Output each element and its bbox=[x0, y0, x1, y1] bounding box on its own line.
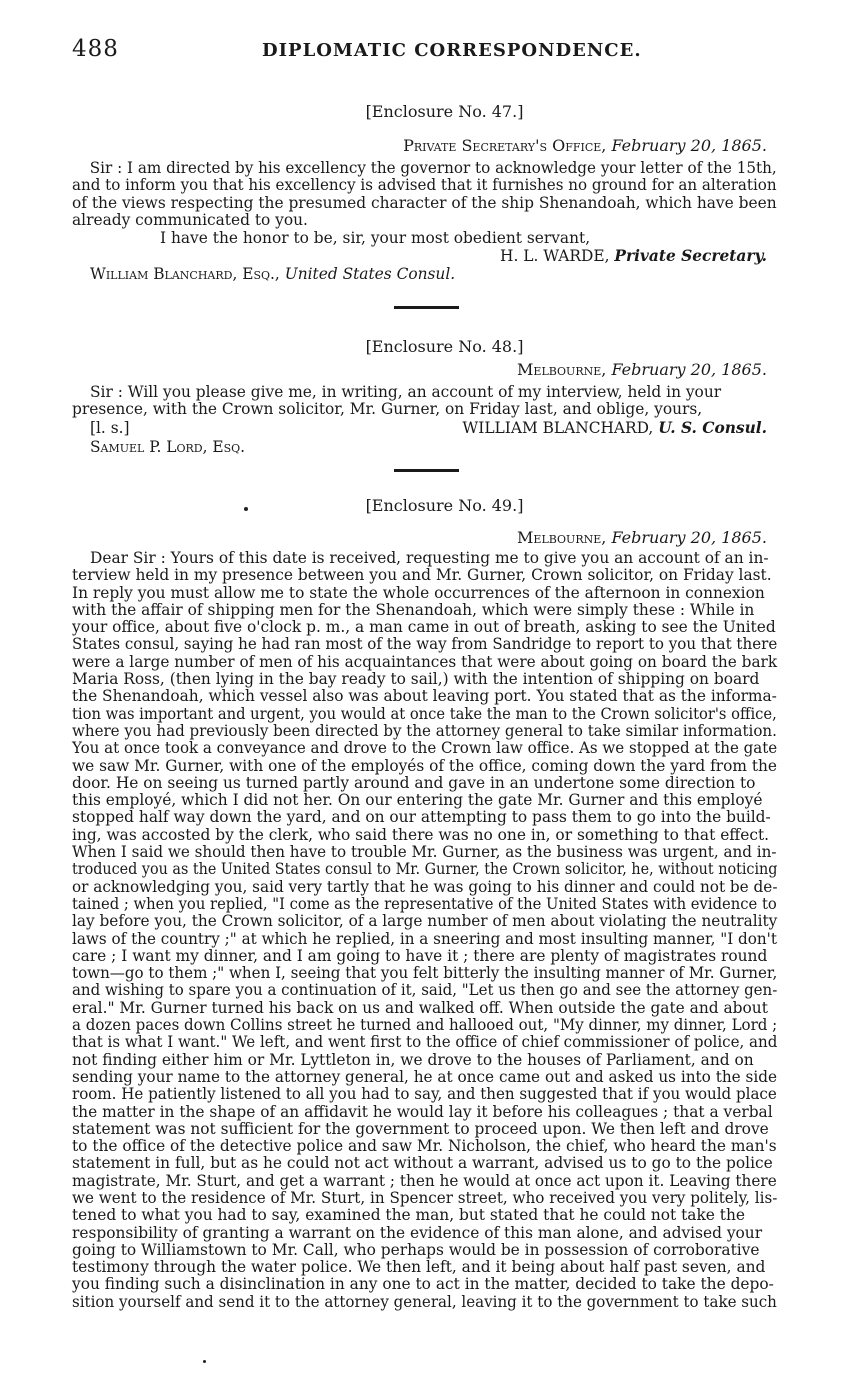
enclosure-49-dateline bbox=[517, 528, 767, 547]
enclosure-47-dateline bbox=[403, 136, 767, 155]
enclosure-47-signature-title: Private Secretary. bbox=[614, 247, 767, 265]
enclosure-49-place: Melbourne, bbox=[517, 528, 607, 547]
enclosure-49-body-line: room. He patiently listened to all you had to say, and then suggested that if you would place bbox=[72, 1085, 777, 1104]
enclosure-48-body-line: Sir : Will you please give me, in writing, an account of my interview, held in your bbox=[90, 383, 722, 401]
enclosure-49-body-line: tained ; when you replied, "I come as the representative of the United States with evidence to bbox=[72, 894, 777, 913]
enclosure-49-body-line: ing, was accosted by the clerk, who said there was no one in, or something to that effect. bbox=[72, 825, 770, 844]
enclosure-49-body-line: statement in full, but as he could not act without a warrant, advised us to go to the police bbox=[72, 1154, 773, 1173]
enclosure-48-heading: [Enclosure No. 48.] bbox=[365, 337, 524, 356]
enclosure-49-body-line: the Shenandoah, which vessel also was about leaving port. You stated that as the informa- bbox=[72, 687, 777, 706]
enclosure-49-body-line: we went to the residence of Mr. Sturt, in Spencer street, who received you very politely, lis- bbox=[72, 1188, 778, 1207]
enclosure-49-body-line: your office, about five o'clock p. m., a man came in out of breath, asking to see the United bbox=[72, 618, 776, 637]
enclosure-48-body-line: presence, with the Crown solicitor, Mr. Gurner, on Friday last, and oblige, yours, bbox=[72, 400, 703, 419]
enclosure-48-signature-name: WILLIAM BLANCHARD, bbox=[462, 419, 654, 437]
enclosure-47-body-line: Sir : I am directed by his excellency the governor to acknowledge your letter of the 15th, bbox=[89, 159, 777, 177]
enclosure-48-place: Melbourne, bbox=[517, 360, 607, 379]
enclosure-49-body-line: When I said we should then have to trouble Mr. Gurner, as the business was urgent, and in- bbox=[72, 843, 777, 862]
enclosure-49-body-line: were a large number of men of his acquaintances that were about going on board the bark bbox=[72, 652, 778, 671]
enclosure-49-body-line: terview held in my presence between you and Mr. Gurner, Crown solicitor, on Friday last. bbox=[72, 566, 772, 585]
enclosure-47-signature-name: H. L. WARDE, bbox=[500, 247, 610, 265]
enclosure-49-body-line: or acknowledging you, said very tartly that he was going to his dinner and could not be de- bbox=[72, 877, 778, 896]
enclosure-49-body-line: lay before you, the Crown solicitor, of a large number of men about violating the neutrality bbox=[72, 912, 778, 931]
enclosure-47-closing: I have the honor to be, sir, your most obedient servant, bbox=[160, 229, 591, 247]
enclosure-49-date: February 20, 1865. bbox=[611, 528, 767, 547]
enclosure-47-addressee bbox=[90, 265, 455, 283]
enclosure-49-body-line: going to Williamstown to Mr. Call, who perhaps would be in possession of corroborative bbox=[72, 1240, 760, 1259]
enclosure-49-heading: [Enclosure No. 49.] bbox=[365, 496, 524, 515]
enclosure-49-body-line: the matter in the shape of an affidavit he would lay it before his colleagues ; that a verbal bbox=[72, 1102, 773, 1121]
enclosure-47-signature bbox=[500, 247, 767, 265]
enclosure-47-addressee-name: William Blanchard, Esq., bbox=[90, 265, 280, 283]
enclosure-47-body-line: of the views respecting the presumed character of the ship Shenandoah, which have been bbox=[72, 193, 777, 212]
enclosure-49-body-line: a dozen paces down Collins street he turned and hallooed out, "My dinner, my dinner, Lord ; bbox=[72, 1016, 778, 1035]
enclosure-49-body-line: tion was important and urgent, you would at once take the man to the Crown solicitor's office, bbox=[72, 704, 777, 723]
enclosure-49-body-line: Maria Ross, (then lying in the bay ready to sail,) with the intention of shipping on board bbox=[72, 670, 760, 689]
enclosure-48-date: February 20, 1865. bbox=[611, 360, 767, 379]
enclosure-47-heading: [Enclosure No. 47.] bbox=[365, 102, 524, 121]
enclosure-47-body-line: and to inform you that his excellency is advised that it furnishes no ground for an alteration bbox=[72, 176, 777, 195]
enclosure-49-body-line: that is what I want." We left, and went first to the office of chief commissioner of police, and bbox=[72, 1033, 778, 1052]
enclosure-47-body bbox=[72, 160, 777, 229]
enclosure-49-body-line: Dear Sir : Yours of this date is received, requesting me to give you an account of an in- bbox=[90, 549, 769, 567]
enclosure-49-body-line: to the office of the detective police and saw Mr. Nicholson, the chief, who heard the man's bbox=[72, 1137, 777, 1156]
enclosure-49-body-line: with the affair of shipping men for the Shenandoah, which were simply these : While in bbox=[72, 600, 755, 619]
enclosure-48-seal: [l. s.] bbox=[90, 419, 130, 437]
section-divider bbox=[394, 469, 459, 472]
enclosure-48-dateline bbox=[517, 360, 767, 379]
enclosure-49-body-line: laws of the country ;" at which he replied, in a sneering and most insulting manner, "I don't bbox=[72, 929, 777, 948]
margin-dot bbox=[203, 1360, 206, 1363]
enclosure-49-body-line: door. He on seeing us turned partly around and gave in an undertone some direction to bbox=[72, 773, 756, 792]
enclosure-49-body-line: You at once took a conveyance and drove to the Crown law office. As we stopped at the gate bbox=[72, 739, 778, 758]
enclosure-49-body-line: sition yourself and send it to the attorney general, leaving it to the government to take such bbox=[72, 1292, 777, 1311]
enclosure-48-signature-title: U. S. Consul. bbox=[658, 419, 767, 437]
enclosure-49-body-line: sending your name to the attorney general, he at once came out and asked us into the side bbox=[72, 1067, 778, 1086]
enclosure-48-signature bbox=[462, 419, 767, 437]
enclosure-49-body bbox=[72, 550, 777, 1311]
enclosure-49-body-line: responsibility of granting a warrant on the evidence of this man alone, and advised your bbox=[72, 1223, 763, 1242]
enclosure-49-body-line: not finding either him or Mr. Lyttleton in, we drove to the houses of Parliament, and on bbox=[72, 1050, 754, 1069]
enclosure-49-body-line: stopped half way down the yard, and on our attempting to pass them to go into the build- bbox=[72, 808, 771, 827]
enclosure-49-body-line: testimony through the water police. We then left, and it being about half past seven, and bbox=[72, 1258, 766, 1277]
section-divider bbox=[394, 306, 459, 309]
enclosure-47-addressee-title: United States Consul. bbox=[284, 265, 456, 283]
enclosure-49-body-line: and wishing to spare you a continuation of it, said, "Let us then go and see the attorney gen- bbox=[72, 981, 778, 1000]
enclosure-48-body bbox=[72, 384, 777, 419]
enclosure-49-body-line: statement was not sufficient for the government to proceed upon. We then left and drove bbox=[72, 1119, 769, 1138]
enclosure-49-body-line: tened to what you had to say, examined the man, but stated that he could not take the bbox=[72, 1206, 746, 1225]
enclosure-49-body-line: eral." Mr. Gurner turned his back on us and walked off. When outside the gate and about bbox=[72, 998, 768, 1017]
enclosure-47-date: February 20, 1865. bbox=[611, 136, 767, 155]
enclosure-49-body-line: where you had previously been directed by the attorney general to take similar information. bbox=[72, 721, 777, 740]
enclosure-49-body-line: In reply you must allow me to state the whole occurrences of the afternoon in connexion bbox=[72, 583, 765, 602]
enclosure-49-body-line: you finding such a disinclination in any one to act in the matter, decided to take the depo- bbox=[72, 1275, 774, 1294]
enclosure-47-body-line: already communicated to you. bbox=[72, 210, 308, 229]
enclosure-49-body-line: States consul, saying he had ran most of the way from Sandridge to report to you that there bbox=[72, 635, 778, 654]
enclosure-49-body-line: town—go to them ;" when I, seeing that you felt bitterly the insulting manner of Mr. Gurner, bbox=[72, 964, 778, 983]
enclosure-49-body-line: this employé, which I did not her. On our entering the gate Mr. Gurner and this employé bbox=[72, 791, 763, 810]
enclosure-49-body-line: care ; I want my dinner, and I am going to have it ; there are plenty of magistrates round bbox=[72, 946, 768, 965]
enclosure-49-body-line: troduced you as the United States consul to Mr. Gurner, the Crown solicitor, he, without noticing bbox=[72, 860, 778, 879]
enclosure-49-body-line: magistrate, Mr. Sturt, and get a warrant ; then he would at once act upon it. Leaving there bbox=[72, 1171, 777, 1190]
page-number: 488 bbox=[72, 36, 119, 62]
enclosure-47-office: Private Secretary's Office, bbox=[403, 136, 607, 155]
enclosure-49-body-line: we saw Mr. Gurner, with one of the employés of the office, coming down the yard from the bbox=[72, 756, 777, 775]
running-title: DIPLOMATIC CORRESPONDENCE. bbox=[262, 40, 642, 61]
enclosure-48-addressee: Samuel P. Lord, Esq. bbox=[90, 438, 246, 456]
